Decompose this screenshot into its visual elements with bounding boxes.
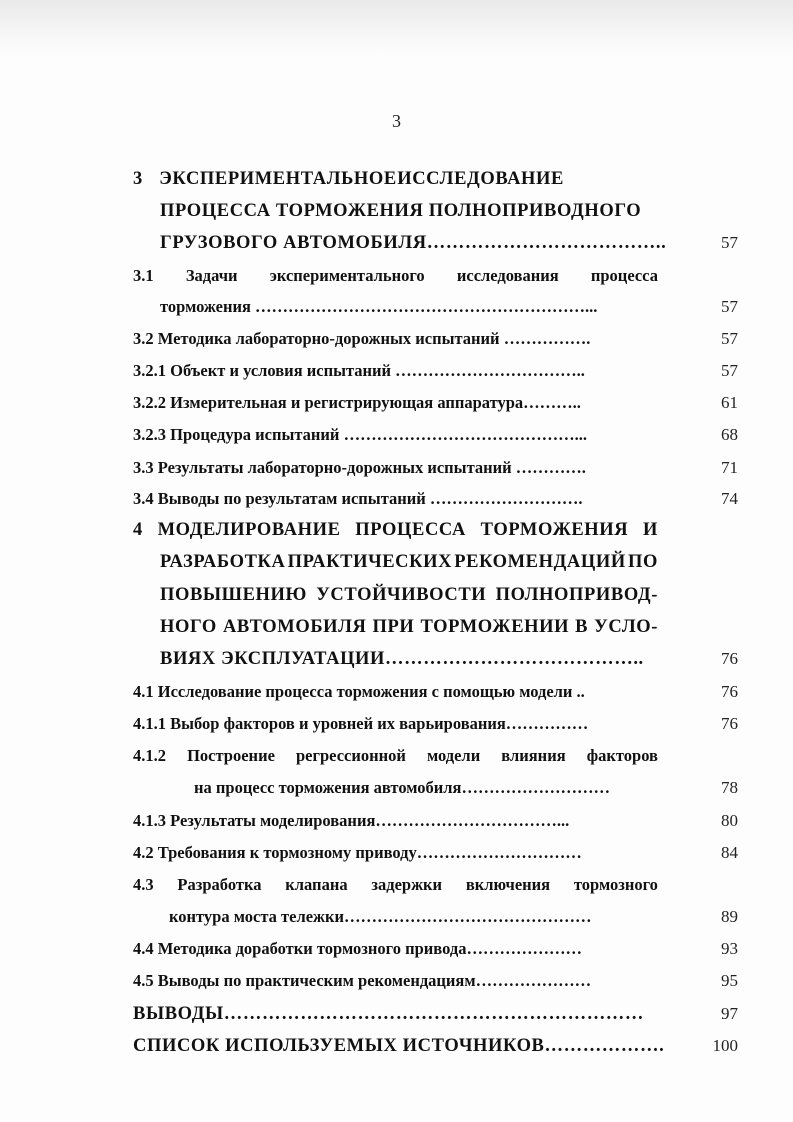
- page-number: 3: [392, 111, 401, 131]
- toc-entry-4-3-line-2: контура моста тележки………………………………………: [169, 907, 592, 926]
- toc-entry-4-line-3: ПОВЫШЕНИЮ УСТОЙЧИВОСТИ ПОЛНОПРИВОД-: [160, 585, 658, 605]
- toc-entry-4-line-2: РАЗРАБОТКА ПРАКТИЧЕСКИХ РЕКОМЕНДАЦИЙ ПО: [160, 552, 658, 572]
- toc-page-4-1-3: 80: [721, 811, 738, 830]
- toc-entry-references: СПИСОК ИСПОЛЬЗУЕМЫХ ИСТОЧНИКОВ……………….: [133, 1036, 665, 1056]
- toc-entry-3-line-2: ПРОЦЕССА ТОРМОЖЕНИЯ ПОЛНОПРИВОДНОГО: [160, 201, 642, 221]
- toc-page-3-4: 74: [721, 489, 738, 508]
- toc-entry-conclusions: ВЫВОДЫ…………………………………………………………: [133, 1004, 645, 1024]
- toc-entry-4-1-2-line-2: на процесс торможения автомобиля………………………: [194, 778, 610, 797]
- toc-entry-3-1-line-2: торможения ……………………………………………………...: [160, 297, 598, 316]
- toc-entry-4-1-3: 4.1.3 Результаты моделирования……………………………...: [133, 811, 570, 830]
- toc-page-conclusions: 97: [721, 1004, 738, 1023]
- toc-entry-3-line-1: 3 ЭКСПЕРИМЕНТАЛЬНОЕ ИССЛЕДОВАНИЕ: [133, 169, 564, 189]
- toc-entry-3-2-2: 3.2.2 Измерительная и регистрирующая аппаратура………..: [133, 393, 581, 412]
- toc-page-4-3: 89: [721, 907, 738, 926]
- toc-entry-3-4: 3.4 Выводы по результатам испытаний ……………………….: [133, 489, 583, 508]
- toc-entry-3-2: 3.2 Методика лабораторно-дорожных испытаний …………….: [133, 329, 591, 348]
- toc-page-3: 57: [721, 233, 738, 252]
- toc-entry-4-2: 4.2 Требования к тормозному приводу…………………………: [133, 843, 582, 862]
- toc-entry-3-line-3: ГРУЗОВОГО АВТОМОБИЛЯ………………………………..: [160, 233, 667, 253]
- toc-entry-3-3: 3.3 Результаты лабораторно-дорожных испытаний ………….: [133, 458, 586, 477]
- toc-page-4-1-2: 78: [721, 778, 738, 797]
- toc-page-3-2: 57: [721, 329, 738, 348]
- toc-entry-4-5: 4.5 Выводы по практическим рекомендациям…………………: [133, 971, 592, 990]
- toc-page-references: 100: [712, 1036, 738, 1055]
- toc-page-4-1: 76: [721, 682, 738, 701]
- toc-page-4-2: 84: [721, 843, 738, 862]
- toc-entry-4-1: 4.1 Исследование процесса торможения с помощью модели ..: [133, 682, 585, 701]
- toc-page-4: 76: [721, 649, 738, 668]
- toc-entry-4-1-1: 4.1.1 Выбор факторов и уровней их варьирования……………: [133, 714, 589, 733]
- toc-page-3-2-2: 61: [721, 393, 738, 412]
- toc-page-4-1-1: 76: [721, 714, 738, 733]
- toc-page-3-1: 57: [721, 297, 738, 316]
- toc-page-3-2-1: 57: [721, 361, 738, 380]
- toc-page-3-3: 71: [721, 458, 738, 477]
- toc-entry-4-line-4: НОГО АВТОМОБИЛЯ ПРИ ТОРМОЖЕНИИ В УСЛО-: [160, 617, 658, 637]
- toc-entry-4-line-5: ВИЯХ ЭКСПЛУАТАЦИИ…………………………………..: [160, 649, 644, 669]
- toc-page-3-2-3: 68: [721, 425, 738, 444]
- toc-entry-4-line-1: 4 МОДЕЛИРОВАНИЕ ПРОЦЕССА ТОРМОЖЕНИЯ И: [133, 520, 658, 540]
- toc-page-4-5: 95: [721, 971, 738, 990]
- toc-page-4-4: 93: [721, 939, 738, 958]
- toc-entry-3-2-3: 3.2.3 Процедура испытаний ……………………………………...: [133, 425, 587, 444]
- toc-entry-3-1-line-1: 3.1 Задачи экспериментального исследования процесса: [133, 266, 658, 285]
- toc-entry-4-3-line-1: 4.3 Разработка клапана задержки включения тормозного: [133, 875, 658, 894]
- toc-entry-4-4: 4.4 Методика доработки тормозного привода…………………: [133, 939, 582, 958]
- toc-entry-3-2-1: 3.2.1 Объект и условия испытаний ……………………………..: [133, 361, 585, 380]
- toc-entry-4-1-2-line-1: 4.1.2 Построение регрессионной модели влияния факторов: [133, 746, 658, 765]
